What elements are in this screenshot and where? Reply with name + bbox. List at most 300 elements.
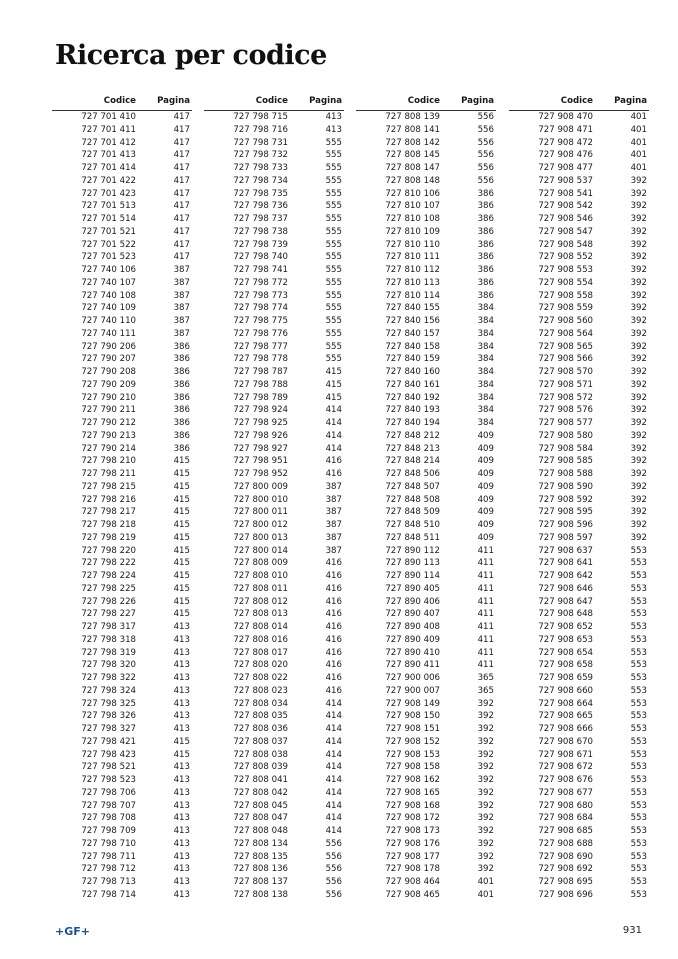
page-reference: 555 bbox=[325, 316, 342, 326]
table-row bbox=[52, 774, 192, 787]
page-reference: 415 bbox=[173, 596, 190, 607]
product-code: 727 798 711 bbox=[81, 851, 136, 862]
page-reference: 416 bbox=[325, 469, 342, 479]
page-reference: 416 bbox=[325, 596, 342, 607]
page-reference: 417 bbox=[173, 239, 190, 250]
page-reference: 415 bbox=[173, 545, 190, 556]
page-reference: 417 bbox=[173, 137, 190, 148]
product-code: 727 908 646 bbox=[538, 583, 593, 594]
page-reference: 384 bbox=[477, 303, 494, 314]
page-reference: 392 bbox=[477, 698, 494, 709]
table-row bbox=[509, 532, 649, 545]
page-reference: 553 bbox=[630, 647, 647, 658]
product-code: 727 908 553 bbox=[538, 265, 593, 275]
product-code: 727 808 011 bbox=[233, 583, 288, 594]
product-code: 727 798 773 bbox=[233, 290, 288, 301]
page-reference: 392 bbox=[630, 277, 647, 288]
page-reference: 392 bbox=[630, 341, 647, 352]
page-reference: 413 bbox=[173, 698, 190, 709]
page-reference: 415 bbox=[173, 609, 190, 620]
table-row bbox=[204, 137, 344, 150]
product-code: 727 800 013 bbox=[233, 532, 288, 543]
page-reference: 553 bbox=[630, 813, 647, 824]
page-reference: 553 bbox=[630, 889, 647, 900]
product-code: 727 908 653 bbox=[538, 634, 593, 645]
page-reference: 386 bbox=[173, 405, 190, 416]
product-code: 727 800 014 bbox=[233, 545, 288, 556]
table-row bbox=[204, 379, 344, 392]
table-row bbox=[356, 353, 496, 366]
table-header-row bbox=[356, 94, 496, 111]
table-row bbox=[356, 379, 496, 392]
product-code: 727 840 193 bbox=[385, 405, 440, 416]
product-code: 727 790 212 bbox=[81, 418, 136, 428]
table-row bbox=[204, 353, 344, 366]
page-reference: 411 bbox=[477, 609, 494, 620]
product-code: 727 908 158 bbox=[385, 762, 440, 773]
page-reference: 413 bbox=[173, 775, 190, 785]
product-code: 727 798 714 bbox=[81, 889, 136, 900]
page-reference: 409 bbox=[477, 532, 494, 543]
product-code: 727 810 110 bbox=[385, 239, 440, 250]
table-row bbox=[204, 226, 344, 239]
page-reference: 553 bbox=[630, 609, 647, 620]
page-reference: 413 bbox=[325, 124, 342, 135]
page-reference: 411 bbox=[477, 571, 494, 581]
table-row bbox=[52, 659, 192, 672]
table-row bbox=[204, 787, 344, 800]
product-code: 727 798 924 bbox=[233, 405, 288, 416]
table-row bbox=[52, 417, 192, 430]
column-header-page: Pagina bbox=[599, 94, 649, 111]
product-code: 727 908 666 bbox=[538, 724, 593, 734]
product-code: 727 908 541 bbox=[538, 188, 593, 199]
page-reference: 413 bbox=[173, 634, 190, 645]
product-code: 727 908 542 bbox=[538, 201, 593, 212]
page-reference: 387 bbox=[325, 507, 342, 518]
product-code: 727 908 173 bbox=[385, 826, 440, 836]
page-reference: 386 bbox=[477, 277, 494, 288]
product-code: 727 798 521 bbox=[81, 762, 136, 773]
product-code: 727 908 596 bbox=[538, 520, 593, 530]
product-code: 727 908 151 bbox=[385, 724, 440, 734]
table-row bbox=[356, 149, 496, 162]
table-row bbox=[356, 621, 496, 634]
table-row bbox=[204, 583, 344, 596]
table-row bbox=[204, 621, 344, 634]
column-header-page: Pagina bbox=[294, 94, 344, 111]
product-code: 727 840 194 bbox=[385, 418, 440, 428]
table-row bbox=[509, 379, 649, 392]
table-row bbox=[204, 124, 344, 137]
product-code: 727 908 637 bbox=[538, 545, 593, 556]
product-code: 727 800 012 bbox=[233, 520, 288, 530]
table-row bbox=[509, 698, 649, 711]
table-row bbox=[509, 328, 649, 341]
product-code: 727 810 111 bbox=[385, 252, 440, 263]
table-row bbox=[204, 736, 344, 749]
product-code: 727 908 472 bbox=[538, 137, 593, 148]
product-code: 727 798 737 bbox=[233, 214, 288, 224]
product-code: 727 790 214 bbox=[81, 443, 136, 454]
product-code: 727 808 012 bbox=[233, 596, 288, 607]
product-code: 727 808 047 bbox=[233, 813, 288, 824]
table-row bbox=[509, 251, 649, 264]
product-code: 727 908 150 bbox=[385, 711, 440, 722]
page-reference: 386 bbox=[173, 354, 190, 365]
product-code: 727 740 107 bbox=[81, 277, 136, 288]
table-row bbox=[356, 634, 496, 647]
page-reference: 556 bbox=[477, 124, 494, 135]
product-code: 727 908 680 bbox=[538, 800, 593, 811]
page-reference: 392 bbox=[477, 736, 494, 747]
page-reference: 392 bbox=[477, 851, 494, 862]
product-code: 727 890 407 bbox=[385, 609, 440, 620]
page-reference: 553 bbox=[630, 685, 647, 696]
page-reference: 384 bbox=[477, 418, 494, 428]
product-code: 727 808 022 bbox=[233, 673, 288, 683]
table-row bbox=[52, 353, 192, 366]
product-code: 727 798 788 bbox=[233, 379, 288, 390]
page-reference: 415 bbox=[173, 469, 190, 479]
page-reference: 555 bbox=[325, 303, 342, 314]
table-row bbox=[356, 685, 496, 698]
page-reference: 401 bbox=[630, 150, 647, 161]
product-code: 727 798 732 bbox=[233, 150, 288, 161]
table-row bbox=[356, 506, 496, 519]
table-row bbox=[509, 583, 649, 596]
product-code: 727 908 585 bbox=[538, 456, 593, 467]
product-code: 727 808 016 bbox=[233, 634, 288, 645]
table-row bbox=[204, 328, 344, 341]
page-reference: 392 bbox=[477, 864, 494, 875]
product-code: 727 908 590 bbox=[538, 481, 593, 492]
page-reference: 553 bbox=[630, 736, 647, 747]
table-row bbox=[52, 328, 192, 341]
table-row bbox=[52, 137, 192, 150]
page-reference: 413 bbox=[173, 800, 190, 811]
product-code: 727 798 735 bbox=[233, 188, 288, 199]
page-reference: 384 bbox=[477, 328, 494, 339]
table-row bbox=[356, 889, 496, 902]
page-reference: 414 bbox=[325, 775, 342, 785]
product-code: 727 808 036 bbox=[233, 724, 288, 734]
product-code: 727 848 507 bbox=[385, 481, 440, 492]
product-code: 727 798 951 bbox=[233, 456, 288, 467]
product-code: 727 798 708 bbox=[81, 813, 136, 824]
page-reference: 392 bbox=[477, 775, 494, 785]
product-code: 727 800 009 bbox=[233, 481, 288, 492]
product-code: 727 908 677 bbox=[538, 787, 593, 798]
page-reference: 555 bbox=[325, 137, 342, 148]
page-reference: 392 bbox=[630, 405, 647, 416]
product-code: 727 908 572 bbox=[538, 392, 593, 403]
page-reference: 365 bbox=[477, 685, 494, 696]
page-reference: 415 bbox=[173, 749, 190, 760]
page-reference: 413 bbox=[173, 813, 190, 824]
table-row bbox=[509, 787, 649, 800]
page-reference: 392 bbox=[477, 749, 494, 760]
page-reference: 417 bbox=[173, 188, 190, 199]
table-row bbox=[52, 124, 192, 137]
table-row bbox=[356, 774, 496, 787]
page-reference: 409 bbox=[477, 494, 494, 505]
code-table-1 bbox=[52, 94, 192, 902]
product-code: 727 908 670 bbox=[538, 736, 593, 747]
table-row bbox=[52, 621, 192, 634]
table-row bbox=[509, 545, 649, 558]
page-reference: 413 bbox=[173, 622, 190, 632]
page-reference: 386 bbox=[477, 252, 494, 263]
table-row bbox=[52, 800, 192, 813]
table-row bbox=[52, 761, 192, 774]
product-code: 727 808 009 bbox=[233, 558, 288, 569]
table-row bbox=[356, 264, 496, 277]
product-code: 727 798 926 bbox=[233, 430, 288, 441]
table-row bbox=[204, 698, 344, 711]
product-code: 727 908 172 bbox=[385, 813, 440, 824]
table-row bbox=[52, 787, 192, 800]
page-reference: 409 bbox=[477, 456, 494, 467]
table-row bbox=[356, 239, 496, 252]
table-row bbox=[52, 264, 192, 277]
table-row bbox=[356, 838, 496, 851]
table-row bbox=[204, 341, 344, 354]
product-code: 727 908 595 bbox=[538, 507, 593, 518]
table-row bbox=[204, 392, 344, 405]
page-reference: 392 bbox=[630, 201, 647, 212]
table-row bbox=[52, 213, 192, 226]
page-reference: 411 bbox=[477, 647, 494, 658]
page-reference: 386 bbox=[477, 226, 494, 237]
product-code: 727 790 213 bbox=[81, 430, 136, 441]
brand-logo: +GF+ bbox=[55, 925, 90, 938]
page-reference: 415 bbox=[173, 558, 190, 569]
table-row bbox=[509, 557, 649, 570]
page-reference: 413 bbox=[173, 877, 190, 887]
table-row bbox=[52, 851, 192, 864]
product-code: 727 810 113 bbox=[385, 277, 440, 288]
page-reference: 416 bbox=[325, 609, 342, 620]
product-code: 727 908 592 bbox=[538, 494, 593, 505]
product-code: 727 808 141 bbox=[385, 124, 440, 135]
table-row bbox=[356, 596, 496, 609]
table-row bbox=[356, 800, 496, 813]
page-reference: 386 bbox=[173, 341, 190, 352]
page-reference: 417 bbox=[173, 124, 190, 135]
product-code: 727 908 560 bbox=[538, 316, 593, 326]
table-row bbox=[509, 175, 649, 188]
product-code: 727 908 152 bbox=[385, 736, 440, 747]
table-row bbox=[509, 366, 649, 379]
page-reference: 416 bbox=[325, 685, 342, 696]
table-row bbox=[356, 812, 496, 825]
table-row bbox=[509, 621, 649, 634]
product-code: 727 798 222 bbox=[81, 558, 136, 569]
product-code: 727 900 007 bbox=[385, 685, 440, 696]
product-code: 727 798 778 bbox=[233, 354, 288, 365]
product-code: 727 908 685 bbox=[538, 826, 593, 836]
table-row bbox=[509, 608, 649, 621]
column-header-page: Pagina bbox=[446, 94, 496, 111]
product-code: 727 798 740 bbox=[233, 252, 288, 263]
page-reference: 553 bbox=[630, 622, 647, 632]
product-code: 727 798 706 bbox=[81, 787, 136, 798]
product-code: 727 798 327 bbox=[81, 724, 136, 734]
page-reference: 387 bbox=[173, 316, 190, 326]
product-code: 727 701 410 bbox=[81, 112, 136, 122]
table-row bbox=[52, 583, 192, 596]
table-row bbox=[509, 774, 649, 787]
page-reference: 392 bbox=[630, 290, 647, 301]
table-row bbox=[204, 455, 344, 468]
product-code: 727 798 716 bbox=[233, 124, 288, 135]
table-row bbox=[356, 863, 496, 876]
product-code: 727 808 135 bbox=[233, 851, 288, 862]
product-code: 727 798 226 bbox=[81, 596, 136, 607]
product-code: 727 808 037 bbox=[233, 736, 288, 747]
page-reference: 417 bbox=[173, 175, 190, 186]
page-reference: 414 bbox=[325, 405, 342, 416]
table-row bbox=[509, 506, 649, 519]
table-row bbox=[509, 315, 649, 328]
page-reference: 392 bbox=[630, 392, 647, 403]
table-row bbox=[356, 519, 496, 532]
product-code: 727 798 776 bbox=[233, 328, 288, 339]
table-row bbox=[204, 863, 344, 876]
page-reference: 392 bbox=[477, 838, 494, 849]
page-reference: 414 bbox=[325, 430, 342, 441]
table-row bbox=[356, 710, 496, 723]
table-row bbox=[204, 710, 344, 723]
product-code: 727 908 565 bbox=[538, 341, 593, 352]
table-row bbox=[509, 200, 649, 213]
page-reference: 553 bbox=[630, 660, 647, 671]
table-row bbox=[356, 430, 496, 443]
product-code: 727 908 476 bbox=[538, 150, 593, 161]
product-code: 727 798 927 bbox=[233, 443, 288, 454]
table-row bbox=[52, 392, 192, 405]
page-reference: 414 bbox=[325, 787, 342, 798]
table-row bbox=[356, 608, 496, 621]
table-row bbox=[356, 188, 496, 201]
product-code: 727 908 552 bbox=[538, 252, 593, 263]
product-code: 727 798 325 bbox=[81, 698, 136, 709]
product-code: 727 798 318 bbox=[81, 634, 136, 645]
page-reference: 392 bbox=[630, 418, 647, 428]
product-code: 727 798 227 bbox=[81, 609, 136, 620]
product-code: 727 810 109 bbox=[385, 226, 440, 237]
table-row bbox=[204, 277, 344, 290]
table-row bbox=[204, 239, 344, 252]
page-reference: 553 bbox=[630, 877, 647, 887]
table-row bbox=[204, 506, 344, 519]
page-reference: 387 bbox=[173, 290, 190, 301]
product-code: 727 808 042 bbox=[233, 787, 288, 798]
page-reference: 392 bbox=[477, 800, 494, 811]
page-reference: 556 bbox=[325, 851, 342, 862]
table-row bbox=[52, 290, 192, 303]
table-row bbox=[356, 761, 496, 774]
table-row bbox=[356, 137, 496, 150]
table-header-row bbox=[52, 94, 192, 111]
product-code: 727 810 108 bbox=[385, 214, 440, 224]
table-row bbox=[204, 851, 344, 864]
product-code: 727 808 145 bbox=[385, 150, 440, 161]
table-row bbox=[509, 481, 649, 494]
product-code: 727 908 577 bbox=[538, 418, 593, 428]
page-reference: 386 bbox=[173, 443, 190, 454]
table-row bbox=[509, 825, 649, 838]
page-reference: 553 bbox=[630, 749, 647, 760]
product-code: 727 798 789 bbox=[233, 392, 288, 403]
table-row bbox=[52, 430, 192, 443]
page-reference: 555 bbox=[325, 265, 342, 275]
page-reference: 401 bbox=[630, 112, 647, 122]
page-reference: 392 bbox=[630, 316, 647, 326]
table-row bbox=[356, 468, 496, 481]
product-code: 727 798 736 bbox=[233, 201, 288, 212]
table-row bbox=[52, 200, 192, 213]
page-reference: 415 bbox=[173, 532, 190, 543]
table-row bbox=[204, 608, 344, 621]
table-row bbox=[356, 659, 496, 672]
product-code: 727 798 739 bbox=[233, 239, 288, 250]
product-code: 727 798 320 bbox=[81, 660, 136, 671]
product-code: 727 840 160 bbox=[385, 367, 440, 377]
page-number: 931 bbox=[622, 925, 642, 936]
product-code: 727 908 642 bbox=[538, 571, 593, 581]
table-row bbox=[356, 290, 496, 303]
product-code: 727 740 108 bbox=[81, 290, 136, 301]
page-reference: 414 bbox=[325, 724, 342, 734]
product-code: 727 798 925 bbox=[233, 418, 288, 428]
page-reference: 553 bbox=[630, 634, 647, 645]
product-code: 727 908 695 bbox=[538, 877, 593, 887]
table-row bbox=[356, 557, 496, 570]
product-code: 727 908 559 bbox=[538, 303, 593, 314]
page-reference: 553 bbox=[630, 851, 647, 862]
table-row bbox=[356, 392, 496, 405]
product-code: 727 790 207 bbox=[81, 354, 136, 365]
table-row bbox=[356, 226, 496, 239]
page-reference: 387 bbox=[325, 532, 342, 543]
table-row bbox=[356, 277, 496, 290]
product-code: 727 890 409 bbox=[385, 634, 440, 645]
page-reference: 413 bbox=[173, 851, 190, 862]
page-reference: 556 bbox=[325, 838, 342, 849]
table-row bbox=[356, 175, 496, 188]
page-reference: 392 bbox=[630, 379, 647, 390]
product-code: 727 798 731 bbox=[233, 137, 288, 148]
page-reference: 411 bbox=[477, 622, 494, 632]
table-row bbox=[509, 800, 649, 813]
table-row bbox=[204, 812, 344, 825]
product-code: 727 798 211 bbox=[81, 469, 136, 479]
product-code: 727 908 153 bbox=[385, 749, 440, 760]
page-reference: 387 bbox=[173, 303, 190, 314]
page-reference: 555 bbox=[325, 188, 342, 199]
page-reference: 401 bbox=[630, 137, 647, 148]
table-row bbox=[356, 111, 496, 124]
product-code: 727 908 654 bbox=[538, 647, 593, 658]
page-reference: 392 bbox=[630, 175, 647, 186]
table-row bbox=[204, 302, 344, 315]
product-code: 727 908 648 bbox=[538, 609, 593, 620]
product-code: 727 798 423 bbox=[81, 749, 136, 760]
table-row bbox=[204, 800, 344, 813]
table-row bbox=[356, 647, 496, 660]
